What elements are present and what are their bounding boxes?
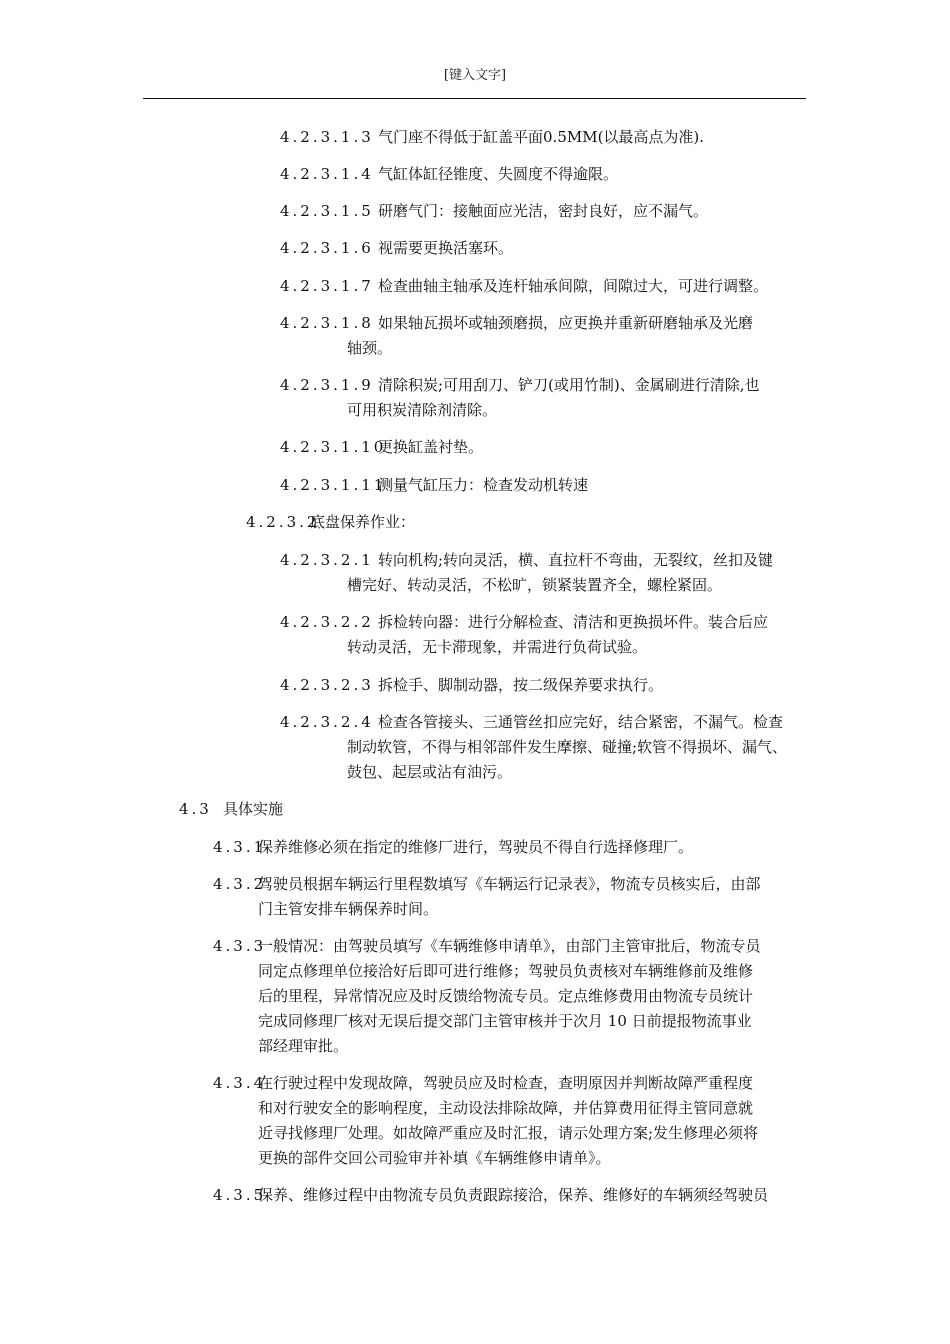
item-number: 4.3.2 [213,875,267,893]
item-text: 一般情况：由驾驶员填写《车辆维修申请单》，由部门主管审批后，物流专员 [258,937,761,955]
list-item [280,162,618,187]
item-text-continued: 可用积炭清除剂清除。 [347,401,498,419]
item-number: 4.2.3.1.11 [280,476,387,494]
list-item [280,373,760,398]
list-item [280,199,708,224]
section-heading [179,797,283,822]
list-item [213,934,761,959]
item-text: 转向机构;转向灵活，横、直拉杆不弯曲，无裂纹，丝扣及键 [378,551,774,569]
item-number: 4.2.3.1.8 [280,314,374,332]
item-text-continued: 转动灵活，无卡滞现象，并需进行负荷试验。 [347,638,648,656]
list-item [280,710,783,735]
item-number: 4.2.3.2.2 [280,613,374,631]
item-text: 保养、维修过程中由物流专员负责跟踪接洽，保养、维修好的车辆须经驾驶员 [258,1186,769,1204]
item-number: 4.2.3.2 [246,513,320,531]
item-text: 拆检转向器：进行分解检查、清洁和更换损坏件。装合后应 [378,613,769,631]
item-number: 4.2.3.1.3 [280,128,374,146]
item-text: 底盘保养作业： [310,513,416,531]
item-number: 4.2.3.2.1 [280,551,374,569]
list-item [280,435,483,460]
item-text-continued: 槽完好、转动灵活，不松旷，锁紧装置齐全，螺栓紧固。 [347,576,723,594]
item-text: 研磨气门：接触面应光洁，密封良好，应不漏气。 [378,202,709,220]
item-text-continued: 完成同修理厂核对无误后提交部门主管审核并于次月 10 日前提报物流事业 [258,1012,752,1030]
item-number: 4.2.3.2.4 [280,713,374,731]
item-text: 检查曲轴主轴承及连杆轴承间隙，间隙过大，可进行调整。 [378,277,769,295]
item-text: 视需要更换活塞环。 [378,239,514,257]
list-item [280,673,663,698]
item-number: 4.3.4 [213,1074,267,1092]
item-text-continued: 同定点修理单位接洽好后即可进行维修；驾驶员负责核对车辆维修前及维修 [258,962,754,980]
item-number: 4.2.3.1.9 [280,376,374,394]
item-text: 具体实施 [223,800,284,818]
list-item [280,473,588,498]
item-text-continued: 后的里程，异常情况应及时反馈给物流专员。定点维修费用由物流专员统计 [258,987,754,1005]
item-number: 4.2.3.1.7 [280,277,374,295]
list-item [280,236,513,261]
item-number: 4.2.3.1.5 [280,202,374,220]
item-text: 保养维修必须在指定的维修厂进行，驾驶员不得自行选择修理厂。 [258,838,694,856]
list-item [280,311,753,336]
list-item [280,125,704,150]
list-item [213,872,761,897]
item-text: 如果轴瓦损坏或轴颈磨损，应更换并重新研磨轴承及光磨 [378,314,754,332]
list-item [280,610,768,635]
list-item [213,1071,753,1096]
item-number: 4.3.1 [213,838,267,856]
section-heading [246,510,415,535]
item-number: 4.3.5 [213,1186,267,1204]
item-text: 检查各管接头、三通管丝扣应完好，结合紧密，不漏气。检查 [378,713,784,731]
item-text: 气门座不得低于缸盖平面0.5MM(以最高点为准). [378,128,705,146]
item-text: 清除积炭;可用刮刀、铲刀(或用竹制)、金属刷进行清除,也 [378,376,760,394]
list-item [213,1183,768,1208]
list-item [280,548,773,573]
list-item [280,274,768,299]
item-text: 拆检手、脚制动器，按二级保养要求执行。 [378,676,664,694]
item-text-continued: 更换的部件交回公司验审并补填《车辆维修申请单》。 [258,1149,611,1167]
item-number: 4.3.3 [213,937,267,955]
item-text: 驾驶员根据车辆运行里程数填写《车辆运行记录表》，物流专员核实后，由部 [258,875,761,893]
item-text: 气缸体缸径锥度、失圆度不得逾限。 [378,165,619,183]
item-number: 4.2.3.1.6 [280,239,374,257]
item-text-continued: 近寻找修理厂处理。如故障严重应及时汇报，请示处理方案;发生修理必须将 [258,1124,759,1142]
item-text-continued: 轴颈。 [347,339,393,357]
item-text: 测量气缸压力：检查发动机转速 [378,476,589,494]
item-text-continued: 部经理审批。 [258,1037,349,1055]
list-item [213,835,693,860]
item-text-continued: 门主管安排车辆保养时间。 [258,900,439,918]
page-header: [键入文字] [443,68,507,83]
item-text-continued: 和对行驶安全的影响程度，主动设法排除故障，并估算费用征得主管同意就 [258,1099,754,1117]
item-text-continued: 制动软管，不得与相邻部件发生摩擦、碰撞;软管不得损坏、漏气、 [347,738,788,756]
item-text: 更换缸盖衬垫。 [378,438,484,456]
item-text-continued: 鼓包、起层或沾有油污。 [347,763,513,781]
item-text: 在行驶过程中发现故障，驾驶员应及时检查，查明原因并判断故障严重程度 [258,1074,754,1092]
item-number: 4.2.3.1.4 [280,165,374,183]
header-rule [143,98,806,99]
item-number: 4.3 [179,800,212,818]
item-number: 4.2.3.1.10 [280,438,387,456]
item-number: 4.2.3.2.3 [280,676,374,694]
